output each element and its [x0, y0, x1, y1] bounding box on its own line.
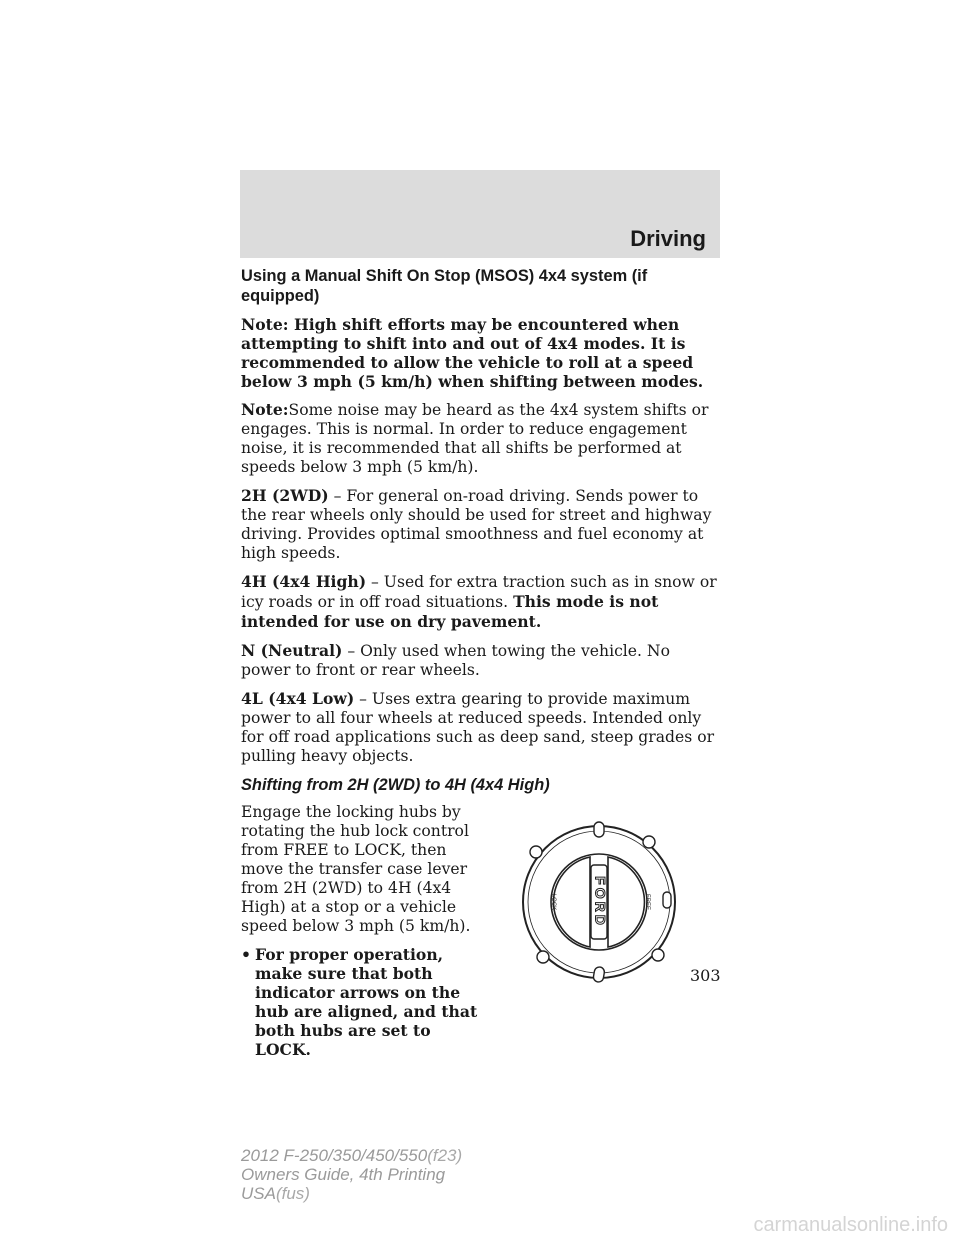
- mode-4l: [241, 689, 721, 766]
- footer-line-1: [241, 1146, 462, 1165]
- footer-market-code: (fus): [275, 1184, 310, 1203]
- mode-text: – Uses extra gearing to provide maximum power to all four wheels at reduced speeds. Intended only for off road applications such as deep sand, steep grades or pulling heavy objects.: [241, 690, 715, 765]
- mode-warning: This mode is not intended for use on dry pavement.: [241, 592, 659, 631]
- footer-model: 2012 F-250/350/450/550: [241, 1146, 428, 1165]
- bullet-item: [241, 945, 491, 1059]
- mode-label: 4L (4x4 Low): [241, 689, 355, 708]
- footer-code: (f23): [427, 1146, 463, 1165]
- note-text: Some noise may be heard as the 4x4 system shifts or engages. This is normal. In order to reduce engagement noise, it is recommended that all shifts be performed at speeds below 3 mph (5 km/h).: [241, 401, 709, 476]
- mode-text: – For general on-road driving. Sends power to the rear wheels only should be used for street and highway driving. Provides optimal smoothness and fuel economy at high speeds.: [241, 487, 712, 562]
- engage-section: [241, 803, 721, 1059]
- heading-shift-2h-4h: Shifting from 2H (2WD) to 4H (4x4 High): [241, 776, 550, 794]
- footer-line-3: [241, 1184, 462, 1203]
- mode-label: 4H (4x4 High): [241, 572, 367, 591]
- hub-free-label: FREE: [644, 893, 650, 911]
- footer-line-2: Owners Guide, 4th Printing: [241, 1165, 446, 1184]
- section-header-band: [240, 170, 720, 258]
- heading-msos: Using a Manual Shift On Stop (MSOS) 4x4 system (if equipped): [241, 267, 648, 305]
- locking-hub-illustration-icon: [518, 807, 680, 997]
- page-content: [241, 262, 721, 1059]
- mode-2h: [241, 486, 721, 563]
- section-title: Driving: [630, 226, 706, 251]
- mode-label: 2H (2WD): [241, 486, 329, 505]
- note-label: Note:: [241, 400, 289, 419]
- hub-logo: FORD: [592, 876, 609, 928]
- mode-text: – Used for extra traction such as in snow or icy roads or in off road situations.: [241, 573, 717, 611]
- watermark: carmanualsonline.info: [753, 1214, 948, 1236]
- note-high-shift-effort: Note: High shift efforts may be encountered when attempting to shift into and out of 4x4 modes. It is recommended to allow the vehicle to roll at a speed below 3 mph (5 km/h) when shifting between modes.: [241, 315, 704, 391]
- note-noise: [241, 400, 721, 477]
- mode-text: – Only used when towing the vehicle. No power to front or rear wheels.: [241, 642, 670, 679]
- bullet-text: For proper operation, make sure that both indicator arrows on the hub are aligned, and that both hubs are set to LOCK.: [255, 945, 478, 1059]
- bullet-mark: •: [241, 945, 251, 964]
- hub-lock-label: LOCK: [550, 893, 556, 911]
- footer-market: USA: [241, 1184, 276, 1203]
- mode-label: N (Neutral): [241, 641, 343, 660]
- mode-4h: [241, 572, 721, 632]
- mode-n: [241, 641, 721, 680]
- footer: [241, 1146, 462, 1203]
- page-number: 303: [690, 966, 721, 985]
- engage-text: Engage the locking hubs by rotating the hub lock control from FREE to LOCK, then move the transfer case lever from 2H (2WD) to 4H (4x4 High) at a stop or a vehicle speed below 3 mph (5 km/h).: [241, 803, 471, 935]
